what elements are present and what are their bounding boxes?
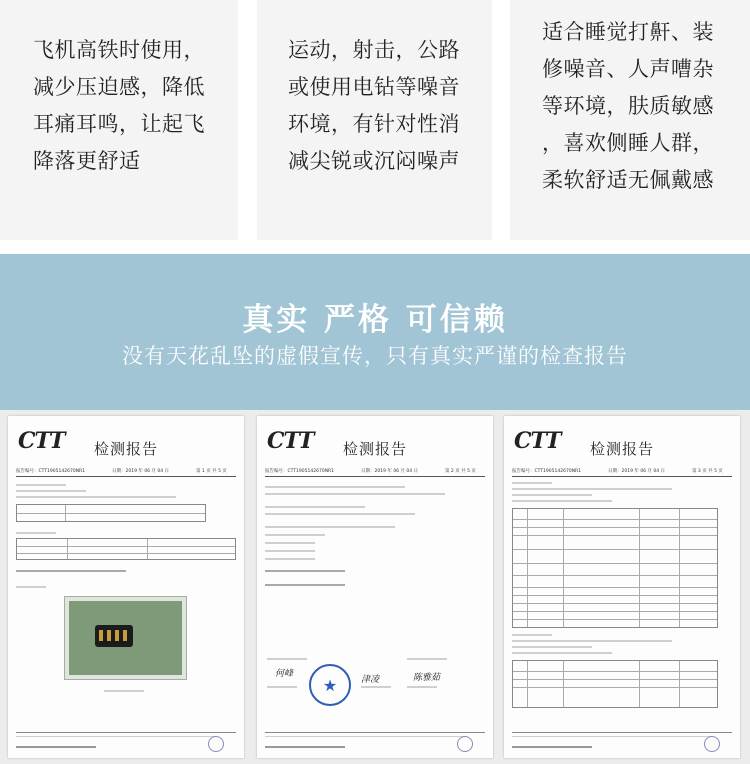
result-table-1	[512, 508, 718, 628]
report-page-number: 第 3 页 共 5 页	[692, 469, 723, 474]
contact	[123, 630, 127, 641]
text-line: 等环境，肤质敏感	[542, 94, 714, 118]
text-placeholder	[407, 658, 447, 660]
table-row	[17, 513, 205, 514]
text-placeholder	[265, 542, 315, 544]
footer-company	[265, 746, 345, 748]
text-placeholder	[512, 640, 672, 642]
text-placeholder	[265, 736, 465, 737]
text-placeholder	[104, 690, 144, 692]
text-placeholder	[512, 482, 552, 484]
table-row	[513, 519, 717, 520]
earplug-case	[95, 625, 133, 647]
divider	[512, 476, 732, 477]
text-placeholder	[16, 490, 86, 492]
report-date: 日期：2019 年 06 月 04 日	[608, 469, 666, 474]
sample-table	[16, 538, 236, 560]
text-placeholder	[16, 586, 46, 588]
text-placeholder	[265, 570, 345, 572]
banner-title: 真实 严格 可信赖	[242, 302, 508, 338]
text-placeholder	[361, 686, 391, 688]
contact	[115, 630, 119, 641]
text-line: 运动，射击，公路	[288, 38, 460, 62]
table-col	[65, 505, 66, 521]
signature: 陈雅茹	[413, 673, 441, 683]
banner-subtitle: 没有天花乱坠的虚假宣传，只有真实严谨的检查报告	[122, 344, 628, 368]
material-table	[16, 504, 206, 522]
text-placeholder	[265, 534, 325, 536]
table-col	[563, 509, 564, 627]
report-page-2	[257, 416, 493, 758]
footer-company	[16, 746, 96, 748]
text-placeholder	[512, 652, 612, 654]
report-number: 报告编号：CTT1905142670NR1	[512, 469, 582, 474]
report-page-3	[504, 416, 740, 758]
feature-text-sports	[288, 32, 478, 180]
contact	[99, 630, 103, 641]
table-row	[513, 527, 717, 528]
table-row	[513, 611, 717, 612]
text-placeholder	[16, 532, 56, 534]
text-placeholder	[265, 550, 315, 552]
text-line: 柔软舒适无佩戴感	[542, 168, 714, 192]
feature-card-travel	[0, 0, 238, 240]
text-placeholder	[512, 500, 612, 502]
table-col	[679, 661, 680, 707]
ctt-logo: CTT	[18, 428, 65, 454]
report-page-number: 第 1 页 共 5 页	[196, 469, 227, 474]
feature-card-sleep	[510, 0, 750, 240]
text-placeholder	[16, 736, 216, 737]
text-line: 修噪音、人声嘈杂	[542, 57, 714, 81]
text-placeholder	[265, 526, 395, 528]
report-page-1	[8, 416, 244, 758]
divider	[16, 732, 236, 733]
report-title: 检测报告	[589, 440, 654, 458]
text-placeholder	[16, 484, 66, 486]
signature: 津凌	[361, 675, 380, 685]
table-row	[513, 687, 717, 688]
divider	[265, 476, 485, 477]
report-number: 报告编号：CTT1905142670NR1	[265, 469, 335, 474]
table-row	[17, 546, 235, 547]
table-col	[527, 661, 528, 707]
text-placeholder	[512, 736, 712, 737]
table-col	[639, 509, 640, 627]
table-row	[17, 553, 235, 554]
text-line: 飞机高铁时使用，	[33, 38, 205, 62]
text-line: 减少压迫感，降低	[33, 75, 205, 99]
table-row	[513, 679, 717, 680]
feature-section	[0, 0, 750, 254]
seal-icon	[208, 736, 224, 752]
feature-text-sleep	[542, 14, 737, 199]
divider	[265, 732, 485, 733]
text-placeholder	[265, 513, 415, 515]
text-placeholder	[512, 488, 672, 490]
text-placeholder	[407, 686, 437, 688]
report-title: 检测报告	[342, 440, 407, 458]
feature-card-sports	[257, 0, 492, 240]
text-placeholder	[265, 558, 315, 560]
table-row	[513, 575, 717, 576]
divider	[512, 732, 732, 733]
table-row	[513, 587, 717, 588]
text-placeholder	[512, 646, 592, 648]
text-line: 适合睡觉打鼾、装	[542, 20, 714, 44]
signature: 何峰	[275, 669, 294, 679]
text-placeholder	[265, 584, 345, 586]
text-line: 降落更舒适	[33, 149, 141, 173]
report-page-number: 第 2 页 共 5 页	[445, 469, 476, 474]
star-icon: ★	[322, 676, 338, 695]
report-date: 日期：2019 年 06 月 04 日	[361, 469, 419, 474]
report-date: 日期：2019 年 06 月 04 日	[112, 469, 170, 474]
text-placeholder	[16, 570, 126, 572]
text-placeholder	[267, 658, 307, 660]
text-placeholder	[512, 494, 592, 496]
result-table-2	[512, 660, 718, 708]
table-row	[513, 595, 717, 596]
text-placeholder	[265, 493, 445, 495]
report-title: 检测报告	[93, 440, 158, 458]
seal-icon	[457, 736, 473, 752]
seal-icon	[704, 736, 720, 752]
text-line: 环境，有针对性消	[288, 112, 460, 136]
feature-text-travel	[33, 32, 223, 180]
reports-section	[0, 410, 750, 764]
table-col	[679, 509, 680, 627]
divider	[16, 476, 236, 477]
text-line: 减尖锐或沉闷噪声	[288, 149, 460, 173]
sample-photo	[64, 596, 187, 680]
ctt-logo: CTT	[267, 428, 314, 454]
text-line: 或使用电钻等噪音	[288, 75, 460, 99]
table-row	[513, 563, 717, 564]
report-number: 报告编号：CTT1905142670NR1	[16, 469, 86, 474]
text-placeholder	[265, 486, 405, 488]
table-col	[67, 539, 68, 559]
table-col	[147, 539, 148, 559]
contact	[107, 630, 111, 641]
text-placeholder	[265, 506, 365, 508]
table-col	[639, 661, 640, 707]
text-placeholder	[512, 634, 552, 636]
table-row	[513, 603, 717, 604]
table-row	[513, 619, 717, 620]
seal-stamp	[309, 664, 351, 706]
table-col	[527, 509, 528, 627]
ctt-logo: CTT	[514, 428, 561, 454]
text-line: 耳痛耳鸣，让起飞	[33, 112, 205, 136]
table-col	[563, 661, 564, 707]
table-row	[513, 535, 717, 536]
text-placeholder	[267, 686, 297, 688]
table-row	[513, 549, 717, 550]
trust-banner	[0, 254, 750, 410]
table-row	[513, 671, 717, 672]
footer-company	[512, 746, 592, 748]
text-line: ，喜欢侧睡人群，	[542, 131, 714, 155]
text-placeholder	[16, 496, 176, 498]
